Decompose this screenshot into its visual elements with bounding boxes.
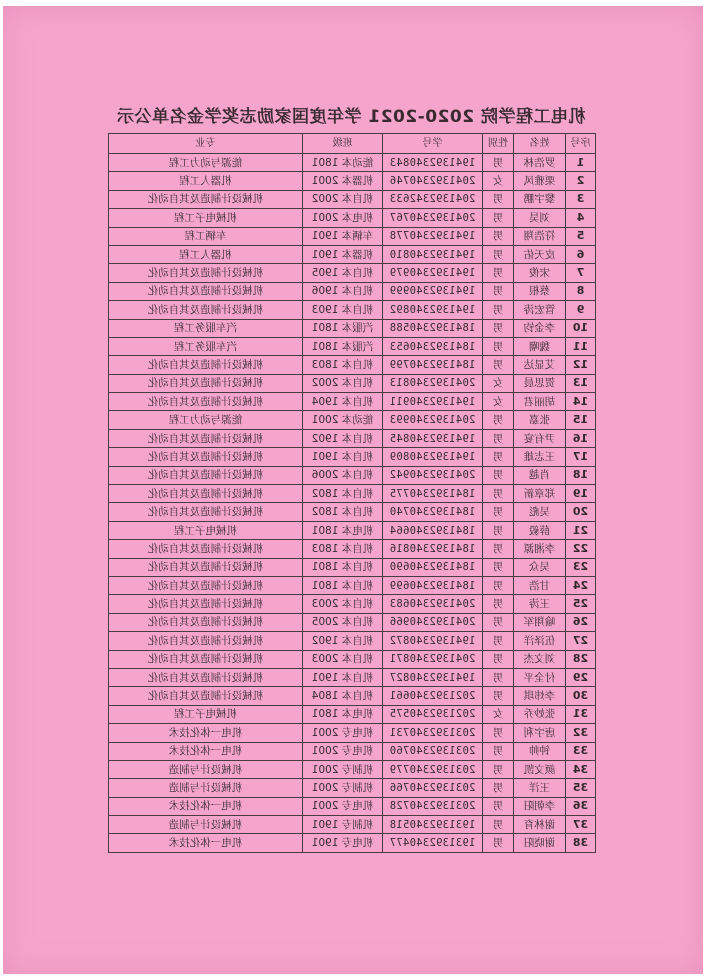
cell-name: 刘昊	[514, 209, 566, 227]
cell-class: 机电专 1901	[303, 834, 383, 852]
cell-sex: 女	[483, 393, 514, 411]
cell-major: 机械设计制造及其自动化	[109, 448, 303, 466]
table-row	[109, 595, 596, 613]
cell-class: 机制专 2001	[303, 760, 383, 778]
cell-major: 机械设计制造及其自动化	[109, 503, 303, 521]
cell-name: 贺思晨	[514, 374, 566, 392]
cell-name: 艾显达	[514, 356, 566, 374]
cell-student-id: 2031392340728	[383, 797, 483, 815]
table-row	[109, 760, 596, 778]
cell-student-id: 1841392340816	[383, 540, 483, 558]
table-row	[109, 742, 596, 760]
table-header-row	[109, 134, 596, 154]
cell-major: 机械设计制造及其自动化	[109, 668, 303, 686]
cell-student-id: 2041392340993	[383, 411, 483, 429]
cell-major: 机电一体化技术	[109, 742, 303, 760]
cell-major: 机械设计与制造	[109, 779, 303, 797]
cell-sex: 女	[483, 172, 514, 190]
cell-name: 喻翔军	[514, 613, 566, 631]
header-sex: 性别	[483, 134, 514, 154]
cell-no: 15	[566, 411, 596, 429]
cell-sex: 男	[483, 245, 514, 263]
cell-major: 机械设计制造及其自动化	[109, 632, 303, 650]
document-title: 机电工程学院 2020-2021 学年度国家励志奖学金名单公示	[116, 107, 586, 127]
cell-student-id: 2041392340767	[383, 209, 483, 227]
cell-sex: 男	[483, 687, 514, 705]
cell-no: 11	[566, 337, 596, 355]
cell-name: 张嘉	[514, 411, 566, 429]
cell-class: 机自本 1802	[303, 503, 383, 521]
cell-major: 车辆工程	[109, 227, 303, 245]
table-row	[109, 429, 596, 447]
cell-no: 8	[566, 282, 596, 300]
cell-class: 机自本 2002	[303, 374, 383, 392]
cell-name: 李炜琪	[514, 687, 566, 705]
cell-class: 机自本 1906	[303, 282, 383, 300]
cell-major: 机械设计与制造	[109, 816, 303, 834]
cell-sex: 男	[483, 190, 514, 208]
cell-class: 机电本 1801	[303, 521, 383, 539]
cell-name: 吴众	[514, 558, 566, 576]
cell-sex: 男	[483, 282, 514, 300]
cell-class: 机电本 1801	[303, 705, 383, 723]
cell-no: 28	[566, 650, 596, 668]
cell-student-id: 1841392340699	[383, 576, 483, 594]
cell-student-id: 1941392340872	[383, 632, 483, 650]
header-student-id: 学号	[383, 134, 483, 154]
cell-class: 机自本 2003	[303, 650, 383, 668]
cell-sex: 男	[483, 319, 514, 337]
cell-student-id: 2021392340661	[383, 687, 483, 705]
cell-class: 车辆本 1901	[303, 227, 383, 245]
cell-student-id: 2041392340966	[383, 613, 483, 631]
table-row	[109, 668, 596, 686]
cell-sex: 男	[483, 485, 514, 503]
cell-major: 汽车服务工程	[109, 337, 303, 355]
cell-class: 机电专 2001	[303, 724, 383, 742]
table-row	[109, 613, 596, 631]
cell-no: 2	[566, 172, 596, 190]
cell-student-id: 2031392340731	[383, 724, 483, 742]
cell-major: 机械设计制造及其自动化	[109, 485, 303, 503]
cell-name: 颜文凯	[514, 760, 566, 778]
cell-major: 机械设计制造及其自动化	[109, 356, 303, 374]
cell-sex: 男	[483, 595, 514, 613]
table-row	[109, 816, 596, 834]
cell-student-id: 1941392340843	[383, 154, 483, 172]
table-row	[109, 374, 596, 392]
cell-class: 机制专 2001	[303, 779, 383, 797]
cell-student-id: 1941392340999	[383, 282, 483, 300]
cell-student-id: 2031392340766	[383, 779, 483, 797]
cell-sex: 男	[483, 466, 514, 484]
cell-sex: 男	[483, 264, 514, 282]
table-row	[109, 411, 596, 429]
cell-sex: 男	[483, 632, 514, 650]
cell-student-id: 1931392340477	[383, 834, 483, 852]
cell-major: 机械电子工程	[109, 209, 303, 227]
cell-sex: 男	[483, 816, 514, 834]
cell-no: 3	[566, 190, 596, 208]
cell-student-id: 2021392340575	[383, 705, 483, 723]
cell-no: 14	[566, 393, 596, 411]
cell-student-id: 1841392340664	[383, 521, 483, 539]
cell-no: 1	[566, 154, 596, 172]
cell-name: 符浩翔	[514, 227, 566, 245]
table-row	[109, 558, 596, 576]
cell-class: 机自本 1804	[303, 687, 383, 705]
cell-student-id: 1931392340518	[383, 816, 483, 834]
table-row	[109, 503, 596, 521]
cell-major: 机电一体化技术	[109, 797, 303, 815]
table-row	[109, 319, 596, 337]
cell-no: 32	[566, 724, 596, 742]
cell-no: 37	[566, 816, 596, 834]
cell-sex: 女	[483, 705, 514, 723]
cell-name: 张妙乔	[514, 705, 566, 723]
cell-name: 王志雄	[514, 448, 566, 466]
cell-class: 机自本 1905	[303, 264, 383, 282]
cell-no: 23	[566, 558, 596, 576]
table-body	[109, 154, 596, 853]
cell-no: 30	[566, 687, 596, 705]
cell-student-id: 2031392340779	[383, 760, 483, 778]
table-row	[109, 245, 596, 263]
cell-sex: 男	[483, 521, 514, 539]
cell-sex: 男	[483, 724, 514, 742]
cell-name: 王涛	[514, 595, 566, 613]
header-no: 序号	[566, 134, 596, 154]
cell-major: 机械设计制造及其自动化	[109, 429, 303, 447]
cell-sex: 男	[483, 209, 514, 227]
cell-class: 机器本 1901	[303, 245, 383, 263]
table-row	[109, 393, 596, 411]
cell-no: 13	[566, 374, 596, 392]
cell-no: 9	[566, 301, 596, 319]
cell-no: 7	[566, 264, 596, 282]
cell-name: 魏嘲	[514, 337, 566, 355]
cell-student-id: 1941392340845	[383, 429, 483, 447]
cell-name: 薛毅	[514, 521, 566, 539]
cell-major: 机械设计制造及其自动化	[109, 650, 303, 668]
cell-no: 20	[566, 503, 596, 521]
cell-major: 机电一体化技术	[109, 724, 303, 742]
table-row	[109, 209, 596, 227]
table-row	[109, 172, 596, 190]
header-class: 班级	[303, 134, 383, 154]
cell-sex: 男	[483, 337, 514, 355]
cell-class: 机自本 1803	[303, 356, 383, 374]
table-row	[109, 650, 596, 668]
cell-no: 36	[566, 797, 596, 815]
cell-student-id: 1941392340778	[383, 227, 483, 245]
cell-student-id: 1841392340799	[383, 356, 483, 374]
cell-major: 机械设计与制造	[109, 760, 303, 778]
table-row	[109, 724, 596, 742]
cell-student-id: 2041392342633	[383, 190, 483, 208]
cell-no: 33	[566, 742, 596, 760]
cell-sex: 男	[483, 429, 514, 447]
table-row	[109, 687, 596, 705]
cell-no: 19	[566, 485, 596, 503]
cell-class: 机自本 1902	[303, 429, 383, 447]
cell-no: 38	[566, 834, 596, 852]
cell-name: 胡丽君	[514, 393, 566, 411]
cell-no: 22	[566, 540, 596, 558]
cell-student-id: 1841392340775	[383, 485, 483, 503]
table-row	[109, 705, 596, 723]
cell-sex: 男	[483, 558, 514, 576]
cell-major: 机器人工程	[109, 245, 303, 263]
table-row	[109, 466, 596, 484]
cell-student-id: 1941392340911	[383, 393, 483, 411]
cell-sex: 男	[483, 154, 514, 172]
cell-no: 21	[566, 521, 596, 539]
table-row	[109, 576, 596, 594]
cell-class: 机制专 1901	[303, 816, 383, 834]
cell-class: 机自本 1904	[303, 393, 383, 411]
cell-major: 机械设计制造及其自动化	[109, 301, 303, 319]
table-row	[109, 264, 596, 282]
table-row	[109, 797, 596, 815]
cell-name: 李金钧	[514, 319, 566, 337]
cell-sex: 男	[483, 650, 514, 668]
cell-class: 机电本 2001	[303, 209, 383, 227]
cell-no: 18	[566, 466, 596, 484]
cell-class: 汽服本 1801	[303, 319, 383, 337]
cell-class: 机自本 1903	[303, 301, 383, 319]
cell-major: 汽车服务工程	[109, 319, 303, 337]
cell-sex: 男	[483, 540, 514, 558]
table-row	[109, 540, 596, 558]
cell-major: 机械设计制造及其自动化	[109, 190, 303, 208]
cell-class: 机自本 1901	[303, 668, 383, 686]
cell-major: 机械设计制造及其自动化	[109, 393, 303, 411]
cell-student-id: 2041392340942	[383, 466, 483, 484]
cell-sex: 男	[483, 227, 514, 245]
cell-class: 机电专 2001	[303, 797, 383, 815]
cell-no: 5	[566, 227, 596, 245]
cell-sex: 男	[483, 834, 514, 852]
cell-name: 郑章新	[514, 485, 566, 503]
table-row	[109, 521, 596, 539]
table-row	[109, 282, 596, 300]
cell-major: 机械设计制造及其自动化	[109, 540, 303, 558]
cell-class: 机自本 2002	[303, 190, 383, 208]
cell-student-id: 1941392340979	[383, 264, 483, 282]
cell-no: 34	[566, 760, 596, 778]
cell-name: 谢晓阳	[514, 834, 566, 852]
cell-student-id: 1841392340588	[383, 319, 483, 337]
cell-sex: 男	[483, 779, 514, 797]
cell-class: 机自本 1803	[303, 540, 383, 558]
table-row	[109, 485, 596, 503]
cell-student-id: 2031392340760	[383, 742, 483, 760]
cell-name: 肖越	[514, 466, 566, 484]
cell-no: 25	[566, 595, 596, 613]
cell-student-id: 1941392340809	[383, 448, 483, 466]
header-name: 姓名	[514, 134, 566, 154]
cell-student-id: 1841392340740	[383, 503, 483, 521]
cell-student-id: 1941392340892	[383, 301, 483, 319]
cell-no: 27	[566, 632, 596, 650]
cell-no: 31	[566, 705, 596, 723]
cell-class: 机自本 1801	[303, 576, 383, 594]
cell-class: 机器本 2001	[303, 172, 383, 190]
cell-name: 皮天佑	[514, 245, 566, 263]
table-row	[109, 301, 596, 319]
cell-major: 机械设计制造及其自动化	[109, 264, 303, 282]
cell-major: 机械设计制造及其自动化	[109, 374, 303, 392]
cell-name: 尹有宴	[514, 429, 566, 447]
mirrored-document	[3, 6, 703, 974]
cell-major: 机械电子工程	[109, 521, 303, 539]
pink-paper-sheet	[3, 6, 703, 974]
cell-major: 机械设计制造及其自动化	[109, 595, 303, 613]
cell-student-id: 1941392340827	[383, 668, 483, 686]
cell-name: 谢林育	[514, 816, 566, 834]
cell-class: 机自本 2005	[303, 613, 383, 631]
cell-student-id: 2041392340683	[383, 595, 483, 613]
cell-no: 16	[566, 429, 596, 447]
cell-student-id: 1841392340690	[383, 558, 483, 576]
cell-no: 29	[566, 668, 596, 686]
cell-major: 机械设计制造及其自动化	[109, 576, 303, 594]
cell-class: 机自本 1902	[303, 632, 383, 650]
cell-student-id: 2041392340746	[383, 172, 483, 190]
cell-major: 机械设计制造及其自动化	[109, 687, 303, 705]
cell-name: 付全平	[514, 668, 566, 686]
cell-name: 吴彪	[514, 503, 566, 521]
cell-sex: 男	[483, 448, 514, 466]
cell-name: 黎宇鹏	[514, 190, 566, 208]
cell-no: 17	[566, 448, 596, 466]
cell-no: 24	[566, 576, 596, 594]
cell-class: 机电专 2001	[303, 742, 383, 760]
cell-class: 汽服本 1801	[303, 337, 383, 355]
header-major: 专业	[109, 134, 303, 154]
cell-name: 甘浩	[514, 576, 566, 594]
cell-sex: 男	[483, 301, 514, 319]
cell-sex: 男	[483, 503, 514, 521]
cell-major: 机械设计制造及其自动化	[109, 466, 303, 484]
cell-major: 机械设计制造及其自动化	[109, 282, 303, 300]
cell-major: 机器人工程	[109, 172, 303, 190]
cell-name: 栗雅风	[514, 172, 566, 190]
cell-name: 钟帅	[514, 742, 566, 760]
table-row	[109, 448, 596, 466]
cell-major: 机械设计制造及其自动化	[109, 613, 303, 631]
cell-no: 10	[566, 319, 596, 337]
cell-class: 机自本 1802	[303, 485, 383, 503]
cell-sex: 男	[483, 411, 514, 429]
table-row	[109, 779, 596, 797]
scholarship-list-table	[108, 133, 596, 853]
cell-name: 刘文杰	[514, 650, 566, 668]
cell-major: 能源与动力工程	[109, 411, 303, 429]
table-row	[109, 337, 596, 355]
cell-no: 12	[566, 356, 596, 374]
cell-student-id: 1941392340810	[383, 245, 483, 263]
cell-name: 唐宇利	[514, 724, 566, 742]
cell-sex: 男	[483, 576, 514, 594]
cell-name: 王洋	[514, 779, 566, 797]
cell-class: 机自本 1801	[303, 558, 383, 576]
cell-name: 李朝阳	[514, 797, 566, 815]
table-row	[109, 834, 596, 852]
cell-student-id: 2041392340813	[383, 374, 483, 392]
cell-class: 机自本 2006	[303, 466, 383, 484]
cell-name: 管宏涛	[514, 301, 566, 319]
cell-major: 机电一体化技术	[109, 834, 303, 852]
cell-no: 26	[566, 613, 596, 631]
cell-name: 罗浩林	[514, 154, 566, 172]
table-row	[109, 632, 596, 650]
cell-major: 机械电子工程	[109, 705, 303, 723]
cell-class: 能动本 1801	[303, 154, 383, 172]
cell-sex: 女	[483, 374, 514, 392]
cell-class: 能动本 2001	[303, 411, 383, 429]
cell-sex: 男	[483, 742, 514, 760]
cell-name: 蔡根	[514, 282, 566, 300]
cell-sex: 男	[483, 760, 514, 778]
cell-name: 宋俊	[514, 264, 566, 282]
cell-sex: 男	[483, 613, 514, 631]
table-row	[109, 227, 596, 245]
cell-student-id: 2041392340871	[383, 650, 483, 668]
cell-name: 李湘源	[514, 540, 566, 558]
cell-name: 伍泽洋	[514, 632, 566, 650]
cell-student-id: 1841392340653	[383, 337, 483, 355]
cell-no: 35	[566, 779, 596, 797]
cell-sex: 男	[483, 668, 514, 686]
table-row	[109, 356, 596, 374]
cell-no: 6	[566, 245, 596, 263]
cell-no: 4	[566, 209, 596, 227]
cell-sex: 男	[483, 797, 514, 815]
cell-class: 机自本 1901	[303, 448, 383, 466]
cell-sex: 男	[483, 356, 514, 374]
cell-major: 机械设计制造及其自动化	[109, 558, 303, 576]
table-row	[109, 190, 596, 208]
table-row	[109, 154, 596, 172]
cell-class: 机自本 2003	[303, 595, 383, 613]
cell-major: 能源与动力工程	[109, 154, 303, 172]
